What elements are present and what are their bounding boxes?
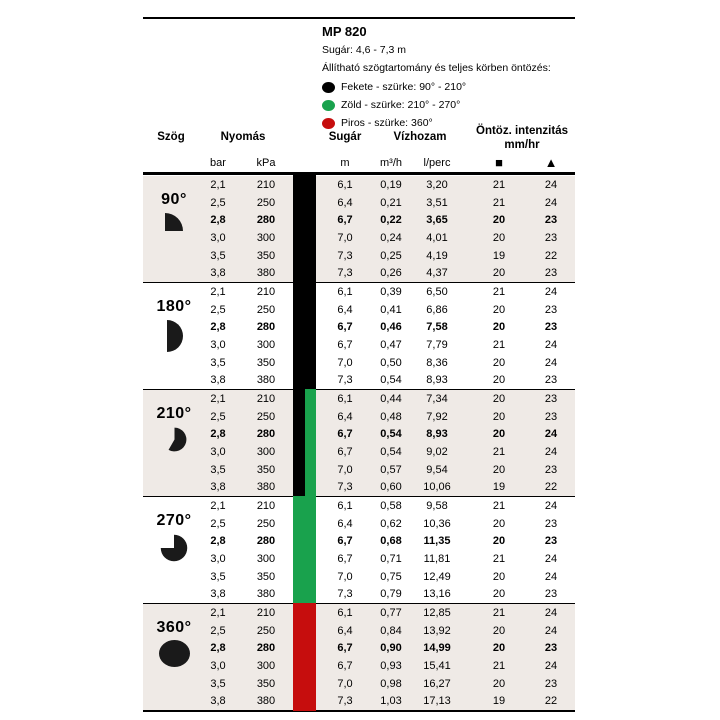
cell-tr: 24 xyxy=(544,606,558,619)
cell-kpa: 250 xyxy=(256,624,276,637)
cell-m: 7,0 xyxy=(337,356,353,369)
cell-bar: 2,1 xyxy=(210,178,226,191)
cell-tr: 23 xyxy=(544,535,558,548)
cell-lperc: 17,13 xyxy=(423,695,451,708)
cell-kpa: 280 xyxy=(256,428,276,441)
cell-bar: 2,5 xyxy=(210,624,226,637)
cell-kpa: 300 xyxy=(256,659,276,672)
cell-bar: 2,5 xyxy=(210,303,226,316)
cell-lperc: 6,50 xyxy=(426,285,448,298)
column-header-intensity-line1: Öntöz. intenzitás xyxy=(476,125,568,137)
cell-m: 6,7 xyxy=(337,428,353,441)
cell-lperc: 3,51 xyxy=(426,196,448,209)
cell-m: 7,0 xyxy=(337,463,353,476)
cell-m3h: 0,57 xyxy=(380,463,402,476)
cell-m3h: 0,98 xyxy=(380,677,402,690)
cell-m3h: 0,93 xyxy=(380,659,402,672)
cell-kpa: 380 xyxy=(256,374,276,387)
cell-bar: 2,8 xyxy=(210,214,226,227)
cell-m3h: 0,71 xyxy=(380,552,402,565)
cell-m: 7,0 xyxy=(337,570,353,583)
cell-m3h: 0,22 xyxy=(380,214,402,227)
cell-m3h: 0,79 xyxy=(380,588,402,601)
cell-lperc: 16,27 xyxy=(423,677,451,690)
cell-m3h: 0,47 xyxy=(380,338,402,351)
cell-m3h: 0,48 xyxy=(380,410,402,423)
table-row xyxy=(143,264,575,282)
cell-m: 6,7 xyxy=(337,338,353,351)
cell-lperc: 12,49 xyxy=(423,570,451,583)
cell-lperc: 3,20 xyxy=(426,178,448,191)
table-row xyxy=(143,604,575,622)
cell-kpa: 210 xyxy=(256,499,276,512)
table-row xyxy=(143,247,575,265)
cell-sq: 20 xyxy=(492,642,506,655)
cell-tr: 23 xyxy=(544,677,558,690)
cell-lperc: 6,86 xyxy=(426,303,448,316)
cell-sq: 20 xyxy=(492,624,506,637)
cell-sq: 21 xyxy=(492,659,506,672)
cell-sq: 21 xyxy=(492,606,506,619)
cell-lperc: 7,58 xyxy=(426,321,448,334)
section-270 xyxy=(143,497,575,604)
cell-tr: 24 xyxy=(544,196,558,209)
table-row xyxy=(143,283,575,301)
cell-sq: 19 xyxy=(492,249,506,262)
unit-m3h: m³/h xyxy=(380,157,402,169)
cell-bar: 3,0 xyxy=(210,552,226,565)
cell-tr: 24 xyxy=(544,285,558,298)
angle-label: 360° xyxy=(156,619,192,636)
cell-m: 6,4 xyxy=(337,624,353,637)
cell-tr: 23 xyxy=(544,463,558,476)
cell-bar: 3,5 xyxy=(210,249,226,262)
legend-label: Fekete - szürke: 90° - 210° xyxy=(341,81,467,93)
legend-label: Zöld - szürke: 210° - 270° xyxy=(341,99,461,111)
cell-m3h: 0,21 xyxy=(380,196,402,209)
cell-bar: 3,0 xyxy=(210,659,226,672)
cell-m: 6,1 xyxy=(337,392,353,405)
cell-kpa: 380 xyxy=(256,588,276,601)
column-header-intensity xyxy=(458,124,586,152)
cell-tr: 22 xyxy=(544,249,558,262)
table-row xyxy=(143,497,575,515)
cell-bar: 3,0 xyxy=(210,231,226,244)
column-header-pressure: Nyomás xyxy=(220,131,266,143)
cell-tr: 24 xyxy=(544,552,558,565)
cell-m: 6,7 xyxy=(337,535,353,548)
section-rows xyxy=(143,604,575,710)
cell-lperc: 8,36 xyxy=(426,356,448,369)
cell-m: 6,4 xyxy=(337,303,353,316)
table-row xyxy=(143,478,575,496)
cell-bar: 3,8 xyxy=(210,267,226,280)
cell-m: 6,4 xyxy=(337,410,353,423)
cell-lperc: 10,06 xyxy=(423,481,451,494)
cell-tr: 23 xyxy=(544,231,558,244)
cell-kpa: 250 xyxy=(256,196,276,209)
adjustable-range-note: Állítható szögtartomány és teljes körben öntözés: xyxy=(322,62,551,74)
cell-sq: 20 xyxy=(492,231,506,244)
cell-lperc: 8,93 xyxy=(426,428,448,441)
table-row xyxy=(143,657,575,675)
cell-bar: 2,8 xyxy=(210,321,226,334)
square-icon: ■ xyxy=(495,155,503,170)
cell-kpa: 350 xyxy=(256,570,276,583)
cell-bar: 3,8 xyxy=(210,374,226,387)
cell-kpa: 210 xyxy=(256,285,276,298)
cell-tr: 23 xyxy=(544,374,558,387)
cell-m3h: 0,24 xyxy=(380,231,402,244)
top-rule xyxy=(143,17,575,19)
section-210 xyxy=(143,390,575,497)
table-row xyxy=(143,461,575,479)
cell-lperc: 10,36 xyxy=(423,517,451,530)
cell-m3h: 0,90 xyxy=(380,642,402,655)
cell-m3h: 0,62 xyxy=(380,517,402,530)
section-rows xyxy=(143,390,575,496)
angle-label: 90° xyxy=(161,191,187,208)
cell-lperc: 4,01 xyxy=(426,231,448,244)
cell-m3h: 0,54 xyxy=(380,428,402,441)
cell-bar: 3,0 xyxy=(210,445,226,458)
cell-m: 6,7 xyxy=(337,321,353,334)
cell-sq: 20 xyxy=(492,392,506,405)
table-row xyxy=(143,301,575,319)
cell-tr: 24 xyxy=(544,178,558,191)
unit-bar: bar xyxy=(210,157,226,169)
cell-kpa: 280 xyxy=(256,321,276,334)
table-row xyxy=(143,371,575,389)
cell-tr: 24 xyxy=(544,356,558,369)
table-row xyxy=(143,675,575,693)
cell-m3h: 0,39 xyxy=(380,285,402,298)
table-row xyxy=(143,318,575,336)
table-row xyxy=(143,515,575,533)
cell-lperc: 12,85 xyxy=(423,606,451,619)
cell-bar: 2,1 xyxy=(210,499,226,512)
cell-kpa: 380 xyxy=(256,695,276,708)
cell-m3h: 0,50 xyxy=(380,356,402,369)
unit-m: m xyxy=(340,157,350,169)
table-row xyxy=(143,425,575,443)
cell-kpa: 380 xyxy=(256,481,276,494)
table-row xyxy=(143,354,575,372)
cell-kpa: 280 xyxy=(256,214,276,227)
table-row xyxy=(143,336,575,354)
cell-bar: 3,5 xyxy=(210,677,226,690)
cell-kpa: 300 xyxy=(256,338,276,351)
product-title: MP 820 xyxy=(322,24,367,39)
cell-m: 7,3 xyxy=(337,481,353,494)
unit-kpa: kPa xyxy=(256,157,276,169)
cell-lperc: 4,19 xyxy=(426,249,448,262)
cell-m: 7,3 xyxy=(337,695,353,708)
cell-tr: 23 xyxy=(544,517,558,530)
cell-kpa: 300 xyxy=(256,445,276,458)
cell-bar: 2,1 xyxy=(210,606,226,619)
table-row xyxy=(143,622,575,640)
cell-bar: 2,8 xyxy=(210,428,226,441)
table-row xyxy=(143,194,575,212)
cell-tr: 22 xyxy=(544,695,558,708)
table-row xyxy=(143,532,575,550)
cell-kpa: 250 xyxy=(256,303,276,316)
angle-label: 180° xyxy=(156,298,192,315)
cell-sq: 21 xyxy=(492,178,506,191)
cell-m3h: 0,41 xyxy=(380,303,402,316)
cell-kpa: 250 xyxy=(256,517,276,530)
cell-lperc: 9,02 xyxy=(426,445,448,458)
table-row xyxy=(143,568,575,586)
table-row xyxy=(143,692,575,710)
data-sections xyxy=(143,176,575,712)
radius-spec: Sugár: 4,6 - 7,3 m xyxy=(322,44,407,56)
cell-m3h: 0,46 xyxy=(380,321,402,334)
section-rows xyxy=(143,176,575,282)
cell-kpa: 250 xyxy=(256,410,276,423)
cell-m: 6,7 xyxy=(337,445,353,458)
cell-tr: 23 xyxy=(544,321,558,334)
cell-lperc: 8,93 xyxy=(426,374,448,387)
cell-sq: 20 xyxy=(492,535,506,548)
cell-sq: 19 xyxy=(492,695,506,708)
cell-bar: 2,5 xyxy=(210,517,226,530)
section-rows xyxy=(143,283,575,389)
cell-kpa: 210 xyxy=(256,178,276,191)
cell-tr: 23 xyxy=(544,588,558,601)
section-180 xyxy=(143,283,575,390)
cell-kpa: 350 xyxy=(256,249,276,262)
cell-sq: 20 xyxy=(492,214,506,227)
column-header-radius: Sugár xyxy=(328,131,362,143)
cell-sq: 20 xyxy=(492,517,506,530)
cell-tr: 24 xyxy=(544,445,558,458)
cell-tr: 22 xyxy=(544,481,558,494)
cell-sq: 20 xyxy=(492,267,506,280)
cell-m3h: 0,26 xyxy=(380,267,402,280)
section-90 xyxy=(143,176,575,283)
cell-lperc: 7,92 xyxy=(426,410,448,423)
table-row xyxy=(143,639,575,657)
cell-m: 6,1 xyxy=(337,499,353,512)
cell-sq: 21 xyxy=(492,552,506,565)
section-rows xyxy=(143,497,575,603)
column-header-intensity-line2: mm/hr xyxy=(504,139,540,151)
cell-sq: 20 xyxy=(492,588,506,601)
cell-tr: 23 xyxy=(544,642,558,655)
cell-m: 6,7 xyxy=(337,659,353,672)
column-header-angle: Szög xyxy=(157,131,185,143)
cell-sq: 21 xyxy=(492,338,506,351)
legend-item xyxy=(322,96,466,114)
cell-sq: 20 xyxy=(492,374,506,387)
cell-sq: 20 xyxy=(492,463,506,476)
cell-kpa: 300 xyxy=(256,231,276,244)
cell-sq: 19 xyxy=(492,481,506,494)
legend-label: Piros - szürke: 360° xyxy=(341,117,433,129)
cell-lperc: 11,81 xyxy=(423,552,451,565)
cell-tr: 24 xyxy=(544,570,558,583)
cell-kpa: 350 xyxy=(256,356,276,369)
cell-m3h: 0,54 xyxy=(380,374,402,387)
table-row xyxy=(143,229,575,247)
cell-sq: 20 xyxy=(492,677,506,690)
cell-m: 7,3 xyxy=(337,374,353,387)
cell-tr: 24 xyxy=(544,659,558,672)
cell-kpa: 350 xyxy=(256,463,276,476)
cell-m: 7,0 xyxy=(337,677,353,690)
cell-m: 6,7 xyxy=(337,552,353,565)
cell-m: 7,3 xyxy=(337,267,353,280)
angle-label: 270° xyxy=(156,512,192,529)
cell-m: 6,7 xyxy=(337,642,353,655)
cell-lperc: 7,79 xyxy=(426,338,448,351)
table-row xyxy=(143,408,575,426)
table-row xyxy=(143,211,575,229)
cell-m3h: 0,44 xyxy=(380,392,402,405)
legend-item xyxy=(322,114,466,132)
section-360 xyxy=(143,604,575,712)
cell-tr: 23 xyxy=(544,392,558,405)
cell-sq: 20 xyxy=(492,570,506,583)
cell-lperc: 9,58 xyxy=(426,499,448,512)
table-row xyxy=(143,585,575,603)
cell-m3h: 0,68 xyxy=(380,535,402,548)
cell-lperc: 7,34 xyxy=(426,392,448,405)
cell-lperc: 13,16 xyxy=(423,588,451,601)
cell-sq: 21 xyxy=(492,196,506,209)
cell-tr: 23 xyxy=(544,303,558,316)
cell-bar: 3,5 xyxy=(210,463,226,476)
cell-kpa: 210 xyxy=(256,392,276,405)
color-legend xyxy=(322,78,466,132)
angle-label: 210° xyxy=(156,405,192,422)
cell-tr: 24 xyxy=(544,624,558,637)
cell-bar: 3,5 xyxy=(210,570,226,583)
cell-sq: 20 xyxy=(492,303,506,316)
cell-lperc: 9,54 xyxy=(426,463,448,476)
cell-bar: 2,8 xyxy=(210,642,226,655)
table-row xyxy=(143,390,575,408)
cell-tr: 24 xyxy=(544,428,558,441)
cell-tr: 24 xyxy=(544,499,558,512)
red-dot-icon xyxy=(322,118,335,129)
cell-lperc: 14,99 xyxy=(423,642,451,655)
cell-m: 7,0 xyxy=(337,231,353,244)
cell-lperc: 11,35 xyxy=(423,535,451,548)
cell-kpa: 350 xyxy=(256,677,276,690)
cell-tr: 23 xyxy=(544,410,558,423)
column-header-flow: Vízhozam xyxy=(393,131,447,143)
cell-m3h: 0,75 xyxy=(380,570,402,583)
cell-m: 6,1 xyxy=(337,606,353,619)
table-row xyxy=(143,176,575,194)
cell-m: 7,3 xyxy=(337,588,353,601)
cell-bar: 2,1 xyxy=(210,392,226,405)
cell-bar: 2,8 xyxy=(210,535,226,548)
cell-bar: 3,0 xyxy=(210,338,226,351)
cell-kpa: 280 xyxy=(256,642,276,655)
cell-sq: 20 xyxy=(492,321,506,334)
header-separator-rule xyxy=(143,172,575,175)
cell-m3h: 0,77 xyxy=(380,606,402,619)
cell-lperc: 15,41 xyxy=(423,659,451,672)
legend-item xyxy=(322,78,466,96)
cell-bar: 2,5 xyxy=(210,196,226,209)
cell-kpa: 380 xyxy=(256,267,276,280)
cell-sq: 20 xyxy=(492,428,506,441)
cell-m: 6,4 xyxy=(337,517,353,530)
cell-m: 6,7 xyxy=(337,214,353,227)
cell-kpa: 280 xyxy=(256,535,276,548)
table-row xyxy=(143,550,575,568)
cell-bar: 2,5 xyxy=(210,410,226,423)
cell-m3h: 1,03 xyxy=(380,695,402,708)
cell-m3h: 0,54 xyxy=(380,445,402,458)
black-dot-icon xyxy=(322,82,335,93)
cell-kpa: 210 xyxy=(256,606,276,619)
cell-bar: 2,1 xyxy=(210,285,226,298)
cell-bar: 3,8 xyxy=(210,695,226,708)
cell-lperc: 13,92 xyxy=(423,624,451,637)
cell-m3h: 0,25 xyxy=(380,249,402,262)
cell-bar: 3,8 xyxy=(210,588,226,601)
cell-tr: 23 xyxy=(544,267,558,280)
cell-m3h: 0,19 xyxy=(380,178,402,191)
unit-lperc: l/perc xyxy=(423,157,451,169)
cell-m: 6,4 xyxy=(337,196,353,209)
cell-tr: 23 xyxy=(544,214,558,227)
cell-sq: 20 xyxy=(492,356,506,369)
cell-sq: 21 xyxy=(492,445,506,458)
cell-m3h: 0,84 xyxy=(380,624,402,637)
table-row xyxy=(143,443,575,461)
cell-sq: 21 xyxy=(492,285,506,298)
cell-lperc: 3,65 xyxy=(426,214,448,227)
green-dot-icon xyxy=(322,100,335,111)
cell-m3h: 0,58 xyxy=(380,499,402,512)
cell-lperc: 4,37 xyxy=(426,267,448,280)
cell-m: 7,3 xyxy=(337,249,353,262)
cell-tr: 24 xyxy=(544,338,558,351)
cell-kpa: 300 xyxy=(256,552,276,565)
cell-m3h: 0,60 xyxy=(380,481,402,494)
cell-bar: 3,8 xyxy=(210,481,226,494)
cell-m: 6,1 xyxy=(337,285,353,298)
cell-sq: 20 xyxy=(492,410,506,423)
cell-bar: 3,5 xyxy=(210,356,226,369)
cell-m: 6,1 xyxy=(337,178,353,191)
triangle-icon: ▲ xyxy=(544,155,558,170)
cell-sq: 21 xyxy=(492,499,506,512)
